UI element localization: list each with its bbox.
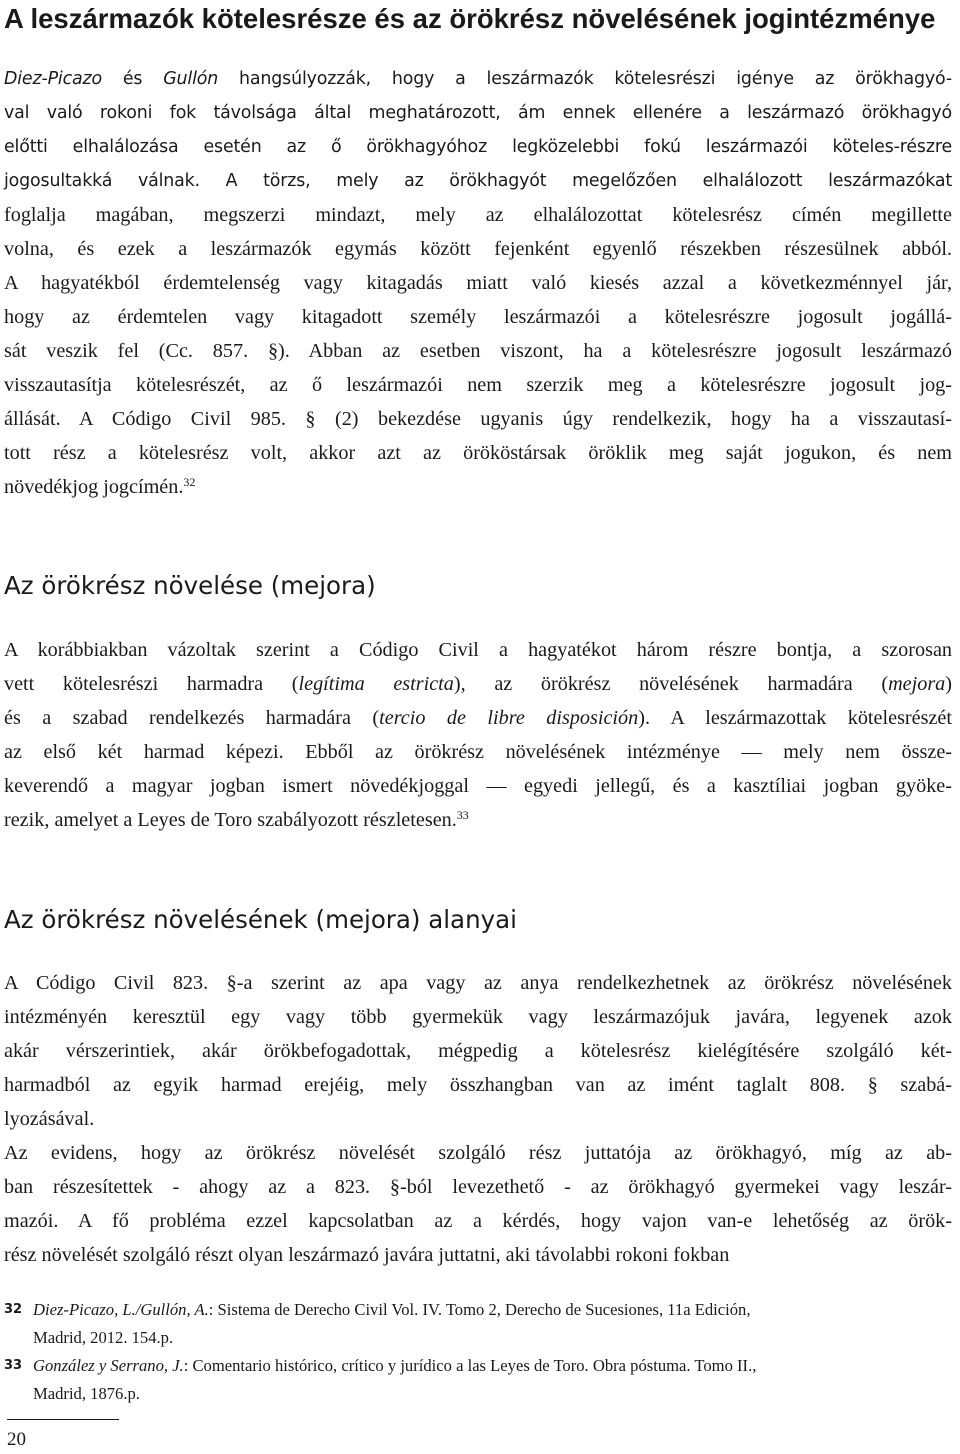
text-run: növedékjog jogcímén.	[4, 476, 184, 498]
text-run: jogosultakká válnak. A törzs, mely az örökhagyót megelőzően elhalálozott leszármazókat	[4, 171, 952, 191]
text-line	[4, 130, 952, 164]
italic-text: tercio de libre disposición	[379, 707, 639, 729]
text-run: hangsúlyozzák, hogy a leszármazók kötelesrészi igénye az örökhagyó-	[218, 69, 952, 89]
text-line	[4, 1068, 952, 1102]
text-line	[4, 232, 952, 266]
section-heading-mejora: Az örökrész növelése (mejora)	[4, 571, 376, 600]
text-run: előtti elhalálozása esetén az ő örökhagyóhoz legközelebbi fokú leszármazói köteles-részre	[4, 137, 952, 157]
page-number: 20	[7, 1429, 26, 1450]
text-line	[4, 368, 952, 402]
text-line	[4, 1204, 952, 1238]
footnote-reference: 32	[183, 475, 196, 489]
footnote-32	[4, 1296, 956, 1352]
text-run: Az evidens, hogy az örökrész növelését szolgáló rész juttatója az örökhagyó, míg az ab-	[4, 1142, 952, 1164]
text-line	[4, 266, 952, 300]
text-line	[4, 1102, 952, 1136]
text-run: ). A leszármazottak kötelesrészét	[638, 707, 952, 729]
text-line	[4, 164, 952, 198]
text-run: rezik, amelyet a Leyes de Toro szabályozott részletesen.	[4, 809, 457, 831]
text-run: : Comentario histórico, crítico y jurídico a las Leyes de Toro. Obra póstuma. Tomo II.,	[183, 1356, 757, 1375]
footnotes	[4, 1296, 956, 1408]
text-line	[4, 1136, 952, 1170]
text-run: Madrid, 1876.p.	[33, 1384, 140, 1403]
text-line	[4, 62, 952, 96]
footnote-33	[4, 1352, 956, 1408]
text-run: vett kötelesrészi harmadra (	[4, 673, 299, 695]
text-run: val való rokoni fok távolsága által meghatározott, ám ennek ellenére a leszármazó örökhagyó	[4, 103, 952, 123]
text-line	[4, 1034, 952, 1068]
footnote-line	[33, 1324, 956, 1352]
paragraph-mandatory-share	[4, 62, 952, 504]
footnote-number: 32	[4, 1302, 23, 1317]
text-line	[4, 198, 952, 232]
text-line	[4, 667, 952, 701]
italic-text: Diez-Picazo	[4, 69, 102, 89]
italic-text: legítima estricta	[298, 673, 454, 695]
text-run: intézményén keresztül egy vagy több gyermekük vagy leszármazójuk javára, legyenek azok	[4, 1006, 952, 1028]
text-run: hogy az érdemtelen vagy kitagadott személy leszármazói a kötelesrészre jogosult jogállá-	[4, 306, 952, 328]
text-run: visszautasítja kötelesrészét, az ő leszármazói nem szerzik meg a kötelesrészre jogosult jog-	[4, 374, 952, 396]
italic-text: Diez-Picazo, L./Gullón, A.	[33, 1300, 209, 1319]
text-run: : Sistema de Derecho Civil Vol. IV. Tomo 2, Derecho de Sucesiones, 11a Edición,	[208, 1300, 751, 1319]
text-line	[4, 1000, 952, 1034]
text-run: rész növelését szolgáló részt olyan leszármazó javára juttatni, aki távolabbi rokoni fokban	[4, 1244, 730, 1266]
text-line	[4, 1170, 952, 1204]
text-line	[4, 701, 952, 735]
text-line	[4, 803, 952, 837]
footer-rule	[7, 1419, 119, 1420]
text-run: ban részesítettek - ahogy az a 823. §-ból levezethető - az örökhagyó gyermekei vagy leszár-	[4, 1176, 952, 1198]
footnote-line	[33, 1352, 956, 1380]
text-run: sát veszik fel (Cc. 857. §). Abban az esetben viszont, ha a kötelesrészre jogosult leszármazó	[4, 340, 952, 362]
text-run: akár vérszerintiek, akár örökbefogadottak, mégpedig a kötelesrész kielégítésére szolgáló két-	[4, 1040, 952, 1062]
text-line	[4, 769, 952, 803]
text-run: állását. A Código Civil 985. § (2) bekezdése ugyanis úgy rendelkezik, hogy ha a visszautasí-	[4, 408, 952, 430]
text-run: A Código Civil 823. §-a szerint az apa vagy az anya rendelkezhetnek az örökrész növelésének	[4, 972, 952, 994]
text-run: Madrid, 2012. 154.p.	[33, 1328, 174, 1347]
text-run: )	[945, 673, 953, 695]
text-line	[4, 96, 952, 130]
text-run: és	[101, 69, 164, 89]
text-run: lyozásával.	[4, 1108, 95, 1130]
text-run: mazói. A fő probléma ezzel kapcsolatban az a kérdés, hogy vajon van-e lehetőség az örök-	[4, 1210, 952, 1232]
footnote-reference: 33	[456, 808, 469, 822]
italic-text: González y Serrano, J.	[33, 1356, 184, 1375]
text-run: harmadból az egyik harmad erejéig, mely összhangban van az imént taglalt 808. § szabá-	[4, 1074, 952, 1096]
text-line	[4, 966, 952, 1000]
text-line	[4, 436, 952, 470]
italic-text: Gullón	[163, 69, 219, 89]
text-line	[4, 735, 952, 769]
footnote-line	[33, 1380, 956, 1408]
footnote-number: 33	[4, 1358, 23, 1373]
text-line	[4, 1238, 952, 1272]
text-run: A hagyatékból érdemtelenség vagy kitagadás miatt való kiesés azzal a következménnyel jár,	[4, 272, 952, 294]
text-run: foglalja magában, megszerzi mindazt, mely az elhalálozottat kötelesrész címén megillette	[4, 204, 952, 226]
text-line	[4, 334, 952, 368]
italic-text: mejora	[888, 673, 946, 695]
chapter-heading: A leszármazók kötelesrésze és az örökrész növelésének jogintézménye	[4, 3, 936, 34]
text-run: A korábbiakban vázoltak szerint a Código Civil a hagyatékot három részre bontja, a szorosan	[4, 639, 952, 661]
paragraph-mejora-subjects	[4, 966, 952, 1136]
text-line	[4, 300, 952, 334]
text-line	[4, 470, 952, 504]
footnote-line	[33, 1296, 956, 1324]
section-heading-mejora-subjects: Az örökrész növelésének (mejora) alanyai	[4, 905, 517, 934]
paragraph-mejora-beneficiaries	[4, 1136, 952, 1272]
text-run: volna, és ezek a leszármazók egymás között fejenként egyenlő részekben részesülnek abból.	[4, 238, 952, 260]
text-run: az első két harmad képezi. Ebből az örökrész növelésének intézménye — mely nem össze-	[4, 741, 952, 763]
paragraph-mejora	[4, 633, 952, 837]
text-run: keverendő a magyar jogban ismert növedékjoggal — egyedi jellegű, és a kasztíliai jogban gyöke-	[4, 775, 952, 797]
text-line	[4, 633, 952, 667]
text-line	[4, 402, 952, 436]
text-run: ), az örökrész növelésének harmadára (	[453, 673, 889, 695]
text-run: tott rész a kötelesrész volt, akkor azt az örököstársak öröklik meg saját jogukon, és nem	[4, 442, 952, 464]
text-run: és a szabad rendelkezés harmadára (	[4, 707, 380, 729]
